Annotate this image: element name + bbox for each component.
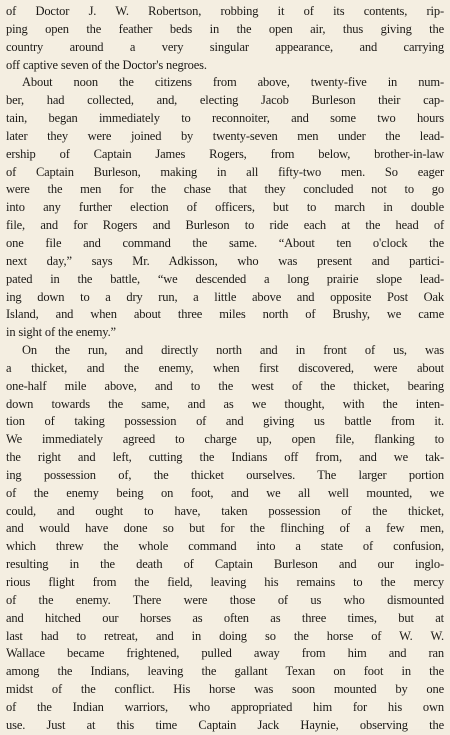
text-line: of Doctor J. W. Robertson, robbing it of its contents, rip- <box>6 4 444 18</box>
text-line: We immediately agreed to charge up, open file, flanking to <box>6 432 444 447</box>
text-line: On the run, and directly north and in front of us, was <box>22 343 444 358</box>
text-line: one-half mile above, and to the west of the thicket, bearing <box>6 378 444 393</box>
page-text <box>6 3 444 735</box>
text-line: ber, had collected, and, electing Jacob Burleson their cap- <box>6 93 444 108</box>
text-line: file, and for Rogers and Burleson to ride each at the head of <box>6 218 444 233</box>
text-line: could, and ought to have, taken possession of the thicket, <box>6 503 444 518</box>
text-line: last had to retreat, and in doing so the horse of W. W. <box>6 628 444 643</box>
text-line: use. Just at this time Captain Jack Haynie, observing the <box>6 717 444 732</box>
text-line: of the enemy. There were those of us who dismounted <box>6 592 444 607</box>
text-line: of the enemy being on foot, and we all well mounted, we <box>6 485 444 500</box>
text-line: of Captain Burleson, making in all fifty-two men. So eager <box>6 164 444 179</box>
text-line: country around a very singular appearance, and carrying <box>6 39 444 54</box>
text-line: resulting in the death of Captain Burleson and our inglo- <box>6 557 444 572</box>
text-line: ing down to a dry run, a little above and opposite Post Oak <box>6 289 444 304</box>
text-line: off captive seven of the Doctor's negroes. <box>6 57 207 72</box>
text-line: among the Indians, leaving the gallant Texan on foot in the <box>6 664 444 679</box>
text-line: which threw the whole command into a state of confusion, <box>6 539 444 554</box>
text-line: Island, and when about three miles north of Brushy, we came <box>6 307 444 322</box>
text-line: rious flight from the field, leaving his remains to the mercy <box>6 575 444 589</box>
text-line: ership of Captain James Rogers, from below, brother-in-law <box>6 146 444 161</box>
text-line: in sight of the enemy.” <box>6 325 116 340</box>
text-line: ing possession of, the thicket ourselves. The larger portion <box>6 467 444 482</box>
text-line: later they were joined by twenty-seven men under the lead- <box>6 128 444 143</box>
text-line: of the Indian warriors, who appropriated him for his own <box>6 699 444 714</box>
text-line: midst of the conflict. His horse was soon mounted by one <box>6 682 444 697</box>
text-line: Wallace became frightened, pulled away from him and ran <box>6 646 444 661</box>
text-line: down towards the same, and as we thought, with the inten- <box>6 396 444 411</box>
text-line: a thicket, and the enemy, when first discovered, were about <box>6 360 444 375</box>
text-line: tain, began immediately to reconnoiter, and some two hours <box>6 111 444 126</box>
text-line: About noon the citizens from above, twenty-five in num- <box>22 75 444 90</box>
text-line: one file and command the same. “About ten o'clock the <box>6 235 444 250</box>
text-line: were the men for the chase that they concluded not to go <box>6 182 444 197</box>
text-line: into any further election of officers, but to march in double <box>6 200 444 215</box>
text-line: and would have done so but for the flinching of a few men, <box>6 521 444 536</box>
text-line: next day,” says Mr. Adkisson, who was present and partici- <box>6 253 444 268</box>
text-line: pated in the battle, “we descended a long prairie slope lead- <box>6 271 444 286</box>
text-line: and hitched our horses as often as three times, but at <box>6 610 444 625</box>
text-line: ping open the feather beds in the open air, thus giving the <box>6 21 444 36</box>
text-line: tion of taking possession of and giving us battle from it. <box>6 414 444 429</box>
text-line: the right and left, cutting the Indians off from, and we tak- <box>6 450 444 465</box>
